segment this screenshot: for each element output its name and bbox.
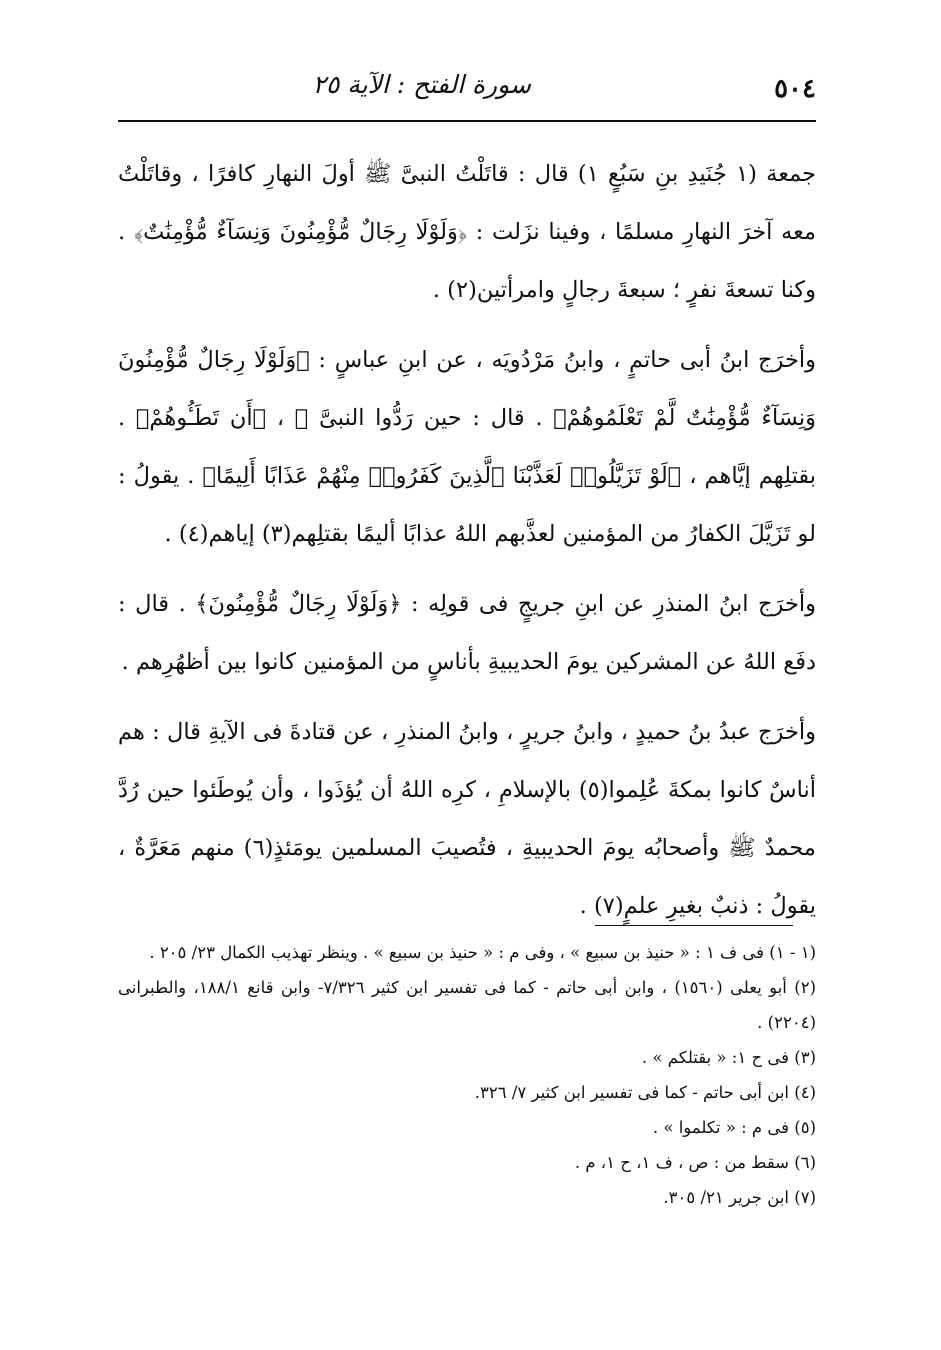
footnote-6: (٦) سقط من : ص ، ف ١، ح ١، م . — [574, 1153, 816, 1172]
main-text — [118, 145, 816, 947]
header-rule — [118, 120, 816, 122]
footnote-4: (٤) ابن أبى حاتم - كما فى تفسير ابن كثير ٧/ ٣٢٦. — [474, 1083, 816, 1102]
footnote-7: (٧) ابن جرير ٢١/ ٣٠٥. — [663, 1188, 816, 1207]
paragraph-4: وأخرَج عبدُ بنُ حميدٍ ، وابنُ جريرٍ ، وابنُ المنذرِ ، عن قتادةَ فى الآيةِ قال : هم أناسٌ كانوا بمكةَ عُلِموا(٥) بالإسلامِ ، كرِه اللهُ أن يُؤذَوا ، وأن يُوطَئوا حين رُدَّ محمدٌ ﷺ وأصحابُه يومَ الحديبيةِ ، فتُصيبَ المسلمين يومَئذٍ(٦) منهم مَعَرَّةٌ ، يقولُ : ذنبٌ بغيرِ علمٍ(٧) . — [118, 719, 816, 919]
footnote-5: (٥) فى م : « تكلموا » . — [652, 1118, 816, 1137]
paragraph-1: جمعة (١ جُنَيدِ بنِ سَبُعٍ ١) قال : قاتَلْتُ النبىَّ ﷺ أولَ النهارِ كافرًا ، وقاتَلْتُ معه آخرَ النهارِ مسلمًا ، وفينا نزَلت : ﴿وَلَوْلَا رِجَالٌ مُّؤْمِنُونَ وَنِسَآءٌ مُّؤْمِنَٰتٌ﴾ . وكنا تسعةَ نفرٍ ؛ سبعةَ رجالٍ وامرأتين(٢) . — [118, 161, 817, 303]
footnote-3: (٣) فى ح ١: « بقتلكم » . — [641, 1048, 816, 1067]
page-number: ٥٠٤ — [774, 74, 816, 104]
footnote-1: (١ - ١) فى ف ١ : « حنيذ بن سبيع » ، وفى م : « حنيذ بن سبيع » . وينظر تهذيب الكمال ٢٣/ ٢٠٥ . — [149, 943, 816, 962]
paragraph-2: وأخرَج ابنُ أبى حاتمٍ ، وابنُ مَرْدُويَه ، عن ابنِ عباسٍ : ﴿وَلَوْلَا رِجَالٌ مُّؤْمِنُونَ وَنِسَآءٌ مُّؤْمِنَٰتٌ لَّمْ تَعْلَمُوهُمْ﴾ . قال : حين رَدُّوا النبىَّ ﷺ ، ﴿أَن تَطَـُٔوهُمْ﴾ . بقتلِهم إيَّاهم ، ﴿لَوْ تَزَيَّلُوا۟ لَعَذَّبْنَا ٱلَّذِينَ كَفَرُوا۟ مِنْهُمْ عَذَابًا أَلِيمًا﴾ . يقولُ : لو تَزَيَّلَ الكفارُ من المؤمنين لعذَّبهم اللهُ عذابًا أليمًا بقتلِهم(٣) إياهم(٤) . — [118, 347, 816, 547]
paragraph-3: وأخرَج ابنُ المنذرِ عن ابنِ جريجٍ فى قولِه : ﴿وَلَوْلَا رِجَالٌ مُّؤْمِنُونَ﴾ . قال : دفَع اللهُ عن المشركين يومَ الحديبيةِ بأناسٍ من المؤمنين كانوا بين أظهُرِهم . — [118, 591, 816, 675]
running-title: سورة الفتح : الآية ٢٥ — [312, 70, 531, 99]
footnote-2: (٢) أبو يعلى (١٥٦٠) ، وابن أبى حاتم - كما فى تفسير ابن كثير ٧/٣٢٦- وابن قانع ١٨٨/١، والطبرانى (٢٢٠٤) . — [118, 978, 817, 1032]
page-header — [118, 66, 816, 116]
footnote-rule — [595, 925, 793, 926]
footnotes — [118, 935, 816, 1215]
